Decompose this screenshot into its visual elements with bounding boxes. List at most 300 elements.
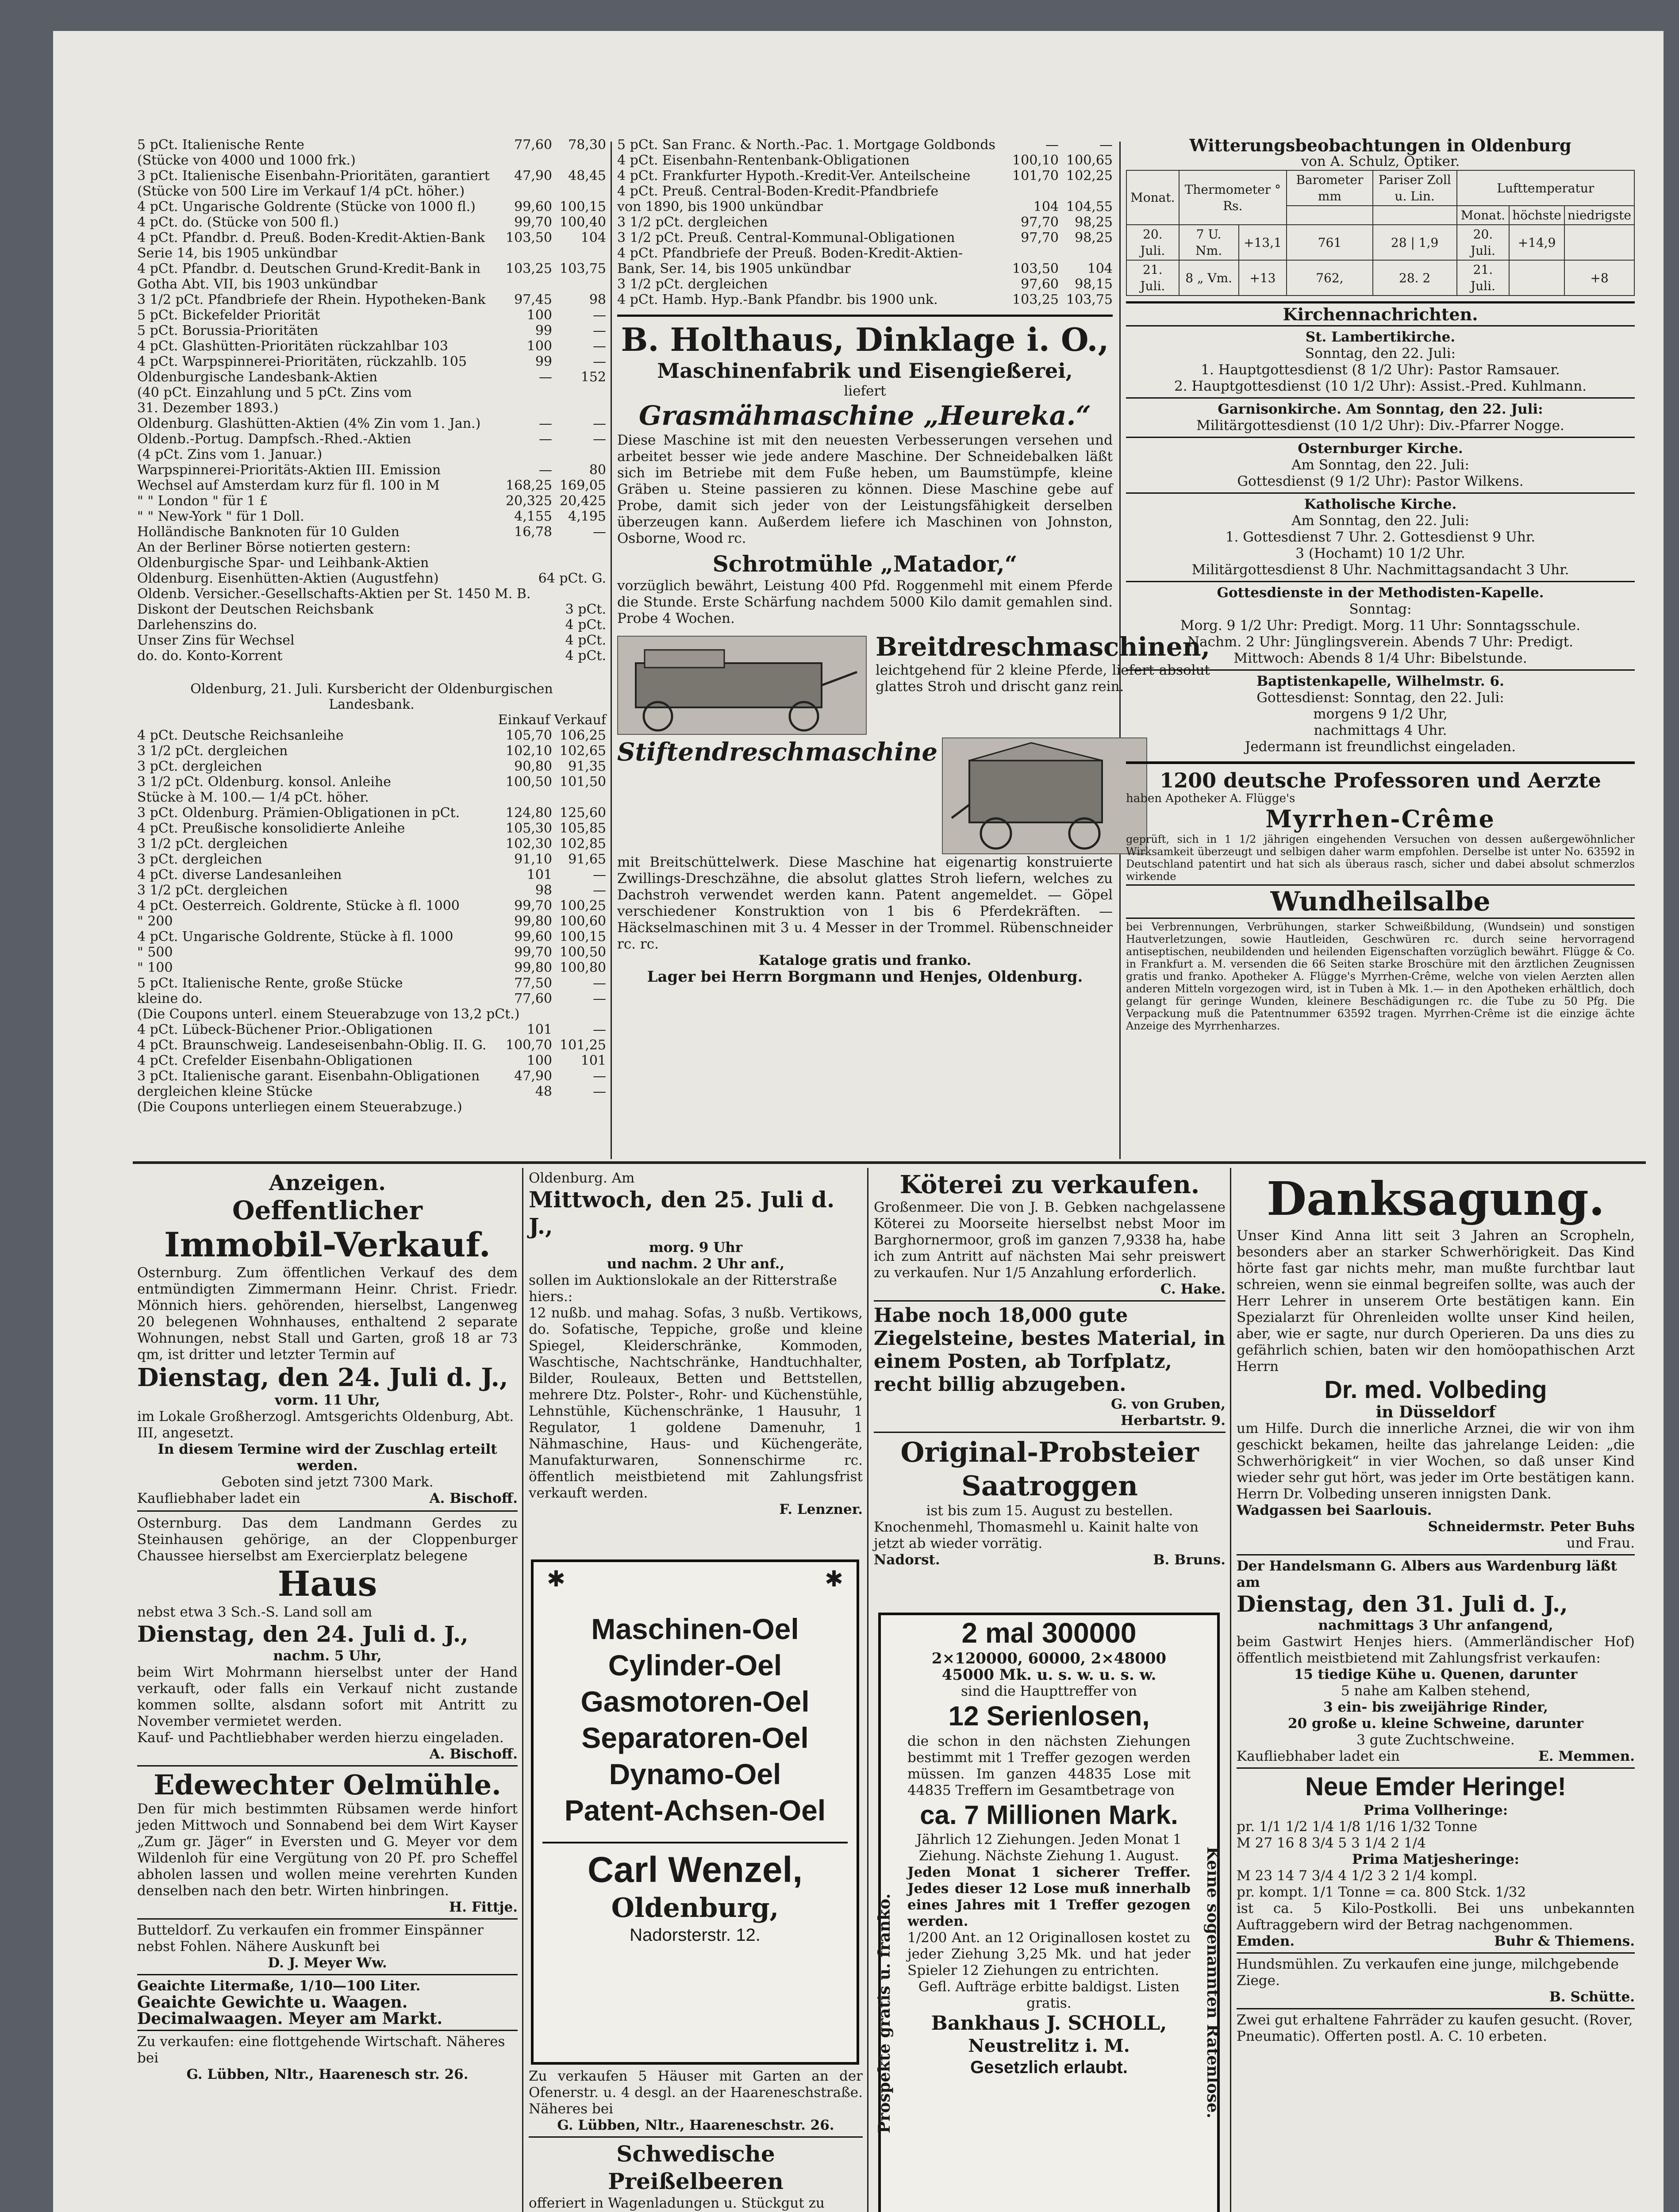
kurs-name: (Stücke von 500 Lire im Verkauf 1/4 pCt. höher.) <box>137 184 465 199</box>
kurs-value-2: 104 <box>1087 261 1113 276</box>
kurs-name: (4 pCt. Zins vom 1. Januar.) <box>137 447 323 462</box>
star-icon: ✱ <box>547 1566 565 1592</box>
haus-text: nebst etwa 3 Sch.-S. Land soll am <box>137 1604 373 1620</box>
kirche-line: Am Sonntag, den 22. Juli: <box>1291 513 1469 529</box>
ziegel-name: G. von Gruben, <box>1110 1396 1226 1412</box>
kurs-value-1: 99,60 <box>514 929 552 945</box>
kurs-value-2: 98,25 <box>1075 230 1113 246</box>
kurs-name: 5 pCt. Borussia-Prioritäten <box>137 323 319 338</box>
kurs-value-1: 103,25 <box>1012 292 1059 307</box>
lotto-text3: Jährlich 12 Ziehungen. Jeden Monat 1 Ziehung. Nächste Ziehung 1. August. <box>916 1832 1182 1864</box>
fahrrad-text: Zwei gut erhaltene Fahrräder zu kaufen gesucht. (Rover, Pneumatic). Offerten postl. A. C. 10 erbeten. <box>1237 2012 1633 2044</box>
immobil-termin2: vorm. 11 Uhr, <box>275 1392 380 1408</box>
kurs-value-2: — <box>593 1022 606 1037</box>
kirche-line: 1. Hauptgottesdienst (8 1/2 Uhr): Pastor Ramsauer. <box>1201 362 1560 378</box>
kurs-value-1: — <box>1045 137 1059 153</box>
kurs-row <box>137 774 606 790</box>
kurs-row <box>137 323 606 338</box>
kurs-name: 4 pCt. diverse Landesanleihen <box>137 867 342 883</box>
albers-2: 3 ein- bis zweijährige Rinder, <box>1323 1699 1548 1715</box>
kurs-name: 3 1/2 pCt. dergleichen <box>137 883 288 898</box>
kurs-value-1: 102,10 <box>506 743 552 759</box>
kirche-line: Militärgottesdienst (10 1/2 Uhr): Div.-Pfarrer Nogge. <box>1196 418 1564 434</box>
oil-item: Separatoren-Oel <box>581 1721 809 1754</box>
kirche-line: Am Sonntag, den 22. Juli: <box>1291 457 1469 473</box>
kurs-name: Oldenburgische Landesbank-Aktien <box>137 369 378 385</box>
kurs-name: 3 1/2 pCt. Oldenburg. konsol. Anleihe <box>137 774 392 790</box>
lotto-text6: Gefl. Aufträge erbitte baldigst. Listen gratis. <box>918 1979 1180 2011</box>
kurs-value-2: — <box>593 323 606 338</box>
immobil-geboten: Geboten sind jetzt 7300 Mark. <box>221 1474 434 1490</box>
kurs-name: 3 1/2 pCt. Preuß. Central-Kommunal-Obligationen <box>617 230 955 246</box>
kurs-row <box>137 790 606 805</box>
haus-text2: beim Wirt Mohrmann hierselbst unter der Hand verkauft, oder falls ein Verkauf nicht zustande kommen sollte, alsdann sofort mit Antritt zu November vermietet werden. <box>137 1664 518 1729</box>
kurs-value-2: 101,50 <box>560 774 606 790</box>
column-rule <box>1230 1168 1231 2212</box>
kurs-row <box>137 385 606 400</box>
divider <box>1126 397 1635 399</box>
haus-intro: Osternburg. Das dem Landmann Gerdes zu Steinhausen gehörige, an der Cloppenburger Chaussee hierselbst am Exercierplatz belegene <box>137 1515 518 1564</box>
dank-wadgassen: Wadgassen bei Saarlouis. <box>1237 1502 1432 1518</box>
immobil-zuschlag: In diesem Termine wird der Zuschlag erteilt werden. <box>158 1441 497 1474</box>
kurs-value-2: 98,25 <box>1075 215 1113 230</box>
kurs-value-1: 99,60 <box>514 199 552 215</box>
kurs-row <box>137 478 606 493</box>
kurs-value-2: — <box>593 883 606 898</box>
immobil-kauf: Kaufliebhaber ladet ein <box>137 1490 300 1506</box>
myrrhen-sub: haben Apotheker A. Flügge's <box>1126 792 1295 805</box>
haeuser-name: G. Lübben, Nltr., Haareneschstr. 26. <box>557 2117 834 2133</box>
kurs-name: " 500 <box>137 945 173 960</box>
saat-title: Original-Probsteier Saatroggen <box>900 1436 1199 1502</box>
kurs-row <box>137 261 606 276</box>
immobil-text: Osternburg. Zum öffentlichen Verkauf des dem entmündigten Zimmermann Heinr. Christ. Friedr. Mönnich hiers. gehörenden, hierselbst, Langenweg 20 belegenen Wohnhauses, enthaltend 2 separate Wohnungen, nebst Stall und Garten, groß 18 ar 73 qm, ist dritter und letzter Termin auf <box>137 1265 518 1363</box>
danksagung-title: Danksagung. <box>1266 1171 1605 1226</box>
kurs-name: von 1890, bis 1900 unkündbar <box>617 199 823 215</box>
kurs-value-1: 97,45 <box>514 292 552 307</box>
kurs-row <box>137 230 606 246</box>
kurs-name: 4 pCt. Preußische konsolidierte Anleihe <box>137 821 405 836</box>
albers-end: Kaufliebhaber ladet ein <box>1237 1748 1400 1764</box>
lotto-text: sind die Haupttreffer von <box>961 1683 1137 1699</box>
kurs-row <box>617 292 1113 307</box>
kurs-name: 5 pCt. San Franc. & North.-Pac. 1. Mortgage Goldbonds <box>617 137 995 153</box>
weather-row: 21. Juli. 8 „ Vm. +13 762, 28. 2 21. Juli. +8 <box>1126 260 1634 296</box>
kirche-line: 2. Hauptgottesdienst (10 1/2 Uhr): Assist.-Pred. Kuhlmann. <box>1174 378 1587 394</box>
haeuser-text: Zu verkaufen 5 Häuser mit Garten an der Ofenerstr. u. 4 desgl. an der Haareneschstraße. Näheres bei <box>529 2068 863 2117</box>
immobil-verkauf-title: Immobil-Verkauf. <box>164 1225 491 1264</box>
kurs-value-1: 103,50 <box>1012 261 1059 276</box>
ziegel-text: Habe noch 18,000 gute Ziegelsteine, bestes Material, in einem Posten, ab Torfplatz, recht billig abzugeben. <box>874 1304 1226 1396</box>
emder-prima2: Prima Matjesheringe: <box>1352 1851 1519 1867</box>
lotto-text5: 1/200 Ant. an 12 Originallosen kostet zu jeder Ziehung 3,25 Mk. und hat jeder Spieler 12 Ziehungen zu entrichten. <box>907 1930 1191 1978</box>
kurs-value-2: 104,55 <box>1066 199 1113 215</box>
kurs-row <box>137 805 606 821</box>
emder-city: Emden. <box>1237 1933 1295 1949</box>
thresher-icon <box>618 637 866 734</box>
kurs-value-1: 100 <box>526 307 552 323</box>
column-rule <box>611 142 612 1159</box>
kurs-name: 4 pCt. Oesterreich. Goldrente, Stücke à fl. 1000 <box>137 898 460 914</box>
weather-head: Pariser Zoll u. Lin. <box>1373 170 1457 206</box>
saat-name: B. Bruns. <box>1153 1552 1226 1568</box>
kurs-name: 3 1/2 pCt. dergleichen <box>617 276 768 292</box>
kurs-name: 4 pCt. Ungarische Goldrente, Stücke à fl. 1000 <box>137 929 453 945</box>
kurs-value-2: 101 <box>580 1053 606 1068</box>
divider <box>1126 492 1635 494</box>
holthaus-product: Grasmähmaschine „Heureka.“ <box>639 400 1091 431</box>
kirche-heading: Osternburger Kirche. <box>1298 441 1463 457</box>
kurs-row <box>137 1068 606 1084</box>
oil-item: Maschinen-Oel <box>591 1613 799 1645</box>
kurs-row <box>137 276 606 292</box>
kurs-name: kleine do. <box>137 991 203 1006</box>
kurs-value-2: 91,35 <box>568 759 606 774</box>
kurs-name: 4 pCt. Frankfurter Hypoth.-Kredit-Ver. Anteilscheine <box>617 168 971 184</box>
albers-3b: 3 gute Zuchtschweine. <box>1356 1732 1515 1748</box>
kurs-value-1: — <box>539 416 552 431</box>
kurs-value-1: 97,70 <box>1021 215 1059 230</box>
kurs-row <box>137 1006 606 1022</box>
kirche-line: Jedermann ist freundlichst eingeladen. <box>1245 739 1516 755</box>
holthaus-breit: Breitdreschmaschinen, <box>876 632 1210 662</box>
oil-item: Gasmotoren-Oel <box>580 1685 810 1718</box>
kurs-name: (Die Coupons unterliegen einem Steuerabzuge.) <box>137 1099 462 1115</box>
kurs-row <box>137 199 606 215</box>
kurs-name: 3 pCt. Italienische garant. Eisenbahn-Obligationen <box>137 1068 480 1084</box>
kirche-line: Militärgottesdienst 8 Uhr. Nachmittagsandacht 3 Uhr. <box>1191 562 1569 578</box>
kurs-value-2: — <box>593 354 606 369</box>
kurs-name: (40 pCt. Einzahlung und 5 pCt. Zins vom <box>137 385 412 400</box>
immobil-termin-text: im Lokale Großherzogl. Amtsgerichts Oldenburg, Abt. III, angesetzt. <box>137 1409 514 1441</box>
column-rule <box>867 1168 868 2212</box>
oil-item: Cylinder-Oel <box>608 1649 782 1682</box>
holthaus-kataloge: Kataloge gratis und franko. <box>758 952 972 968</box>
lotto-bank: Bankhaus J. SCHOLL, <box>931 2012 1167 2035</box>
kurs-value-2: 20,425 <box>560 493 606 509</box>
kurs-name: Holländische Banknoten für 10 Gulden <box>137 524 400 540</box>
kurs-name: An der Berliner Börse notierten gestern: <box>137 540 411 555</box>
auktion-oldb: Oldenburg. Am <box>529 1170 635 1186</box>
kirche-line: Gottesdienst (9 1/2 Uhr): Pastor Wilkens. <box>1237 473 1524 489</box>
albers-1: 15 tiedige Kühe u. Quenen, darunter <box>1294 1667 1578 1682</box>
kurs-row <box>617 199 1113 215</box>
kurs-name: 3 1/2 pCt. Pfandbriefe der Rhein. Hypotheken-Bank <box>137 292 486 307</box>
dank-text: Unser Kind Anna litt seit 3 Jahren an Scropheln, besonders aber an starker Schwerhörigkeit. Das Kind hörte fast gar nichts mehr, man mußte furchtbar laut schreien, wenn sie einmal begreifen sollte, was auch der Herr Lehrer in unserem Orte bestätigen kann. Ein Spezialarzt für Ohrenleiden wollte unser Kind heilen, aber, wie er sagte, nur durch Operieren. Da uns dies zu gefährlich schien, baten wir den homöopathischen Arzt Herrn <box>1237 1228 1635 1375</box>
kurs-row <box>137 400 606 416</box>
kurs-value-1: 99,80 <box>514 914 552 929</box>
emder-matjes-row: M 23 14 7 3/4 4 1/2 3 2 1/4 kompl. <box>1237 1868 1478 1884</box>
kurs-name: " " New-York " für 1 Doll. <box>137 509 304 524</box>
kurs-name: dergleichen kleine Stücke <box>137 1084 313 1099</box>
kurs-value-2: 103,75 <box>560 261 606 276</box>
kurs-name: " " London " für 1 £ <box>137 493 268 509</box>
kurs-value-2: 100,25 <box>560 898 606 914</box>
edewechter-name: H. Fittje. <box>449 1899 518 1915</box>
kurs-row <box>137 836 606 852</box>
kurs-name: 4 pCt. Preuß. Central-Boden-Kredit-Pfandbriefe <box>617 184 939 199</box>
kurs-row <box>137 602 606 617</box>
kurs-row <box>137 509 606 524</box>
kurs-name: Bank, Ser. 14, bis 1905 unkündbar <box>617 261 851 276</box>
kurs-name: (Die Coupons unterl. einem Steuerabzuge von 13,2 pCt.) <box>137 1006 520 1022</box>
kirche-line: 1. Gottesdienst 7 Uhr. 2. Gottesdienst 9 Uhr. <box>1225 529 1536 545</box>
auktion-zeit: morg. 9 Uhr <box>649 1240 743 1256</box>
kurs-list <box>137 137 606 664</box>
kurs-name: 4 pCt. Braunschweig. Landeseisenbahn-Oblig. II. G. <box>137 1037 487 1053</box>
kurs-name: 4 pCt. Eisenbahn-Rentenbank-Obligationen <box>617 153 910 168</box>
kurs-value-1: 168,25 <box>506 478 552 493</box>
kurs-name: Oldenb. Versicher.-Gesellschafts-Aktien per St. 1450 M. B. <box>137 586 531 602</box>
kurs-name: 4 pCt. Lübeck-Büchener Prior.-Obligationen <box>137 1022 433 1037</box>
kurs-row <box>137 292 606 307</box>
saat-text2: Knochenmehl, Thomasmehl u. Kainit halte von jetzt ab wieder vorrätig. <box>874 1519 1199 1551</box>
kurs-row <box>137 215 606 230</box>
myrrhen-head: 1200 deutsche Professoren und Aerzte <box>1160 768 1601 792</box>
kurs-row <box>137 633 606 648</box>
kurs-value-2: 78,30 <box>568 137 606 153</box>
kurs-value-1: 16,78 <box>514 524 552 540</box>
divider <box>1126 325 1635 326</box>
kirche-line: Sonntag, den 22. Juli: <box>1305 346 1456 361</box>
kurs-name: Darlehenszins do. <box>137 617 257 633</box>
immobil-name: A. Bischoff. <box>429 1490 518 1506</box>
kurs-row <box>617 168 1113 184</box>
kurs-value-1: 124,80 <box>506 805 552 821</box>
kirche-line: Gottesdienst: Sonntag, den 22. Juli: <box>1256 690 1504 706</box>
immobil-termin: Dienstag, den 24. Juli d. J., <box>137 1363 508 1392</box>
kurs-value-2: 80 <box>589 462 606 478</box>
kurs-value-1: 99 <box>535 323 552 338</box>
lotto-text2: die schon in den nächsten Ziehungen bestimmt mit 1 Treffer gezogen werden müssen. Im ganzen 44835 Lose mit 44835 Treffern im Gesamtbetrage von <box>907 1733 1191 1798</box>
kurs-value-2: — <box>593 416 606 431</box>
lotto-side-right: Keine sogenannten Ratenlose. <box>1203 1846 1222 2119</box>
divider <box>1126 437 1635 438</box>
holthaus-ad <box>617 321 1210 986</box>
kurs-value-1: 64 pCt. G. <box>538 571 606 586</box>
kurs-name: Oldenburg. Eisenhütten-Aktien (Augustfehn) <box>137 571 439 586</box>
kurs-value-2: 100,15 <box>560 199 606 215</box>
weather-head-group: Lufttemperatur <box>1457 170 1634 206</box>
kurs-row <box>137 743 606 759</box>
kurs-row <box>137 338 606 354</box>
holthaus-schrot: Schrotmühle „Matador,“ <box>712 551 1018 577</box>
column-rule <box>522 1168 523 2212</box>
anzeigen-column-3 <box>874 1170 1226 2212</box>
myrrhen-product2: Wundheilsalbe <box>1126 884 1635 919</box>
holthaus-breit-body: leichtgehend für 2 kleine Pferde, liefert absolut glattes Stroh und drischt ganz rein. <box>876 662 1210 695</box>
holthaus-sub: Maschinenfabrik und Eisengießerei, <box>657 359 1073 383</box>
kurs-name: Diskont der Deutschen Reichsbank <box>137 602 374 617</box>
kurs-value-1: 101 <box>526 1022 552 1037</box>
stiftendresch-illustration <box>942 737 1147 854</box>
kurs-row <box>617 137 1113 153</box>
kurs-value-2: 100,80 <box>560 960 606 975</box>
kurs-name: 3 1/2 pCt. dergleichen <box>137 836 288 852</box>
kurs-value-1: 105,70 <box>506 728 552 743</box>
kurs-row <box>137 1037 606 1053</box>
kurs-name: Oldenb.-Portug. Dampfsch.-Rhed.-Aktien <box>137 431 411 447</box>
kurs-name: 4 pCt. Warpspinnerei-Prioritäten, rückzahlb. 105 <box>137 354 467 369</box>
kurs-name: 31. Dezember 1893.) <box>137 400 279 416</box>
lotto-mio: ca. 7 Millionen Mark. <box>920 1800 1178 1830</box>
kurs-value-1: 47,90 <box>514 168 552 184</box>
kurs-row <box>137 821 606 836</box>
kurs-value-1: 103,50 <box>506 230 552 246</box>
auktion-zeit2: und nachm. 2 Uhr anf., <box>607 1256 785 1272</box>
weather-row: 20. Juli. 7 U. Nm. +13,1 761 28 | 1,9 20. Juli. +14,9 <box>1126 225 1634 260</box>
buttel-text: Butteldorf. Zu verkaufen ein frommer Einspänner nebst Fohlen. Nähere Auskunft bei <box>137 1922 484 1955</box>
kurs-name: 3 pCt. Italienische Eisenbahn-Prioritäten, garantiert <box>137 168 490 184</box>
emder-prima: Prima Vollheringe: <box>1363 1802 1508 1818</box>
kurs-value-2: 102,85 <box>560 836 606 852</box>
auktion-intro: sollen im Auktionslokale an der Ritterstraße hiers.: <box>529 1272 837 1305</box>
albers-1b: 5 nahe am Kalben stehend, <box>1341 1683 1531 1699</box>
kurs-name: do. do. Konto-Korrent <box>137 648 283 664</box>
kurs-row <box>137 1099 606 1115</box>
geaicht: Geaichte Litermaße, 1/10—100 Liter. <box>137 1978 421 1994</box>
kirche-line: morgens 9 1/2 Uhr, <box>1313 706 1448 722</box>
kurs-value-1: 4,155 <box>514 509 552 524</box>
oil-item: Patent-Achsen-Oel <box>564 1794 826 1827</box>
kurs-row <box>137 867 606 883</box>
anzeigen-column-4 <box>1237 1170 1635 2212</box>
kurs-value-1: 100 <box>526 338 552 354</box>
kurs-row <box>617 215 1113 230</box>
kurs-value-1: 3 pCt. <box>565 602 606 617</box>
kurs-name: 4 pCt. Deutsche Reichsanleihe <box>137 728 344 743</box>
albers-name: E. Memmen. <box>1538 1748 1635 1764</box>
kurs-row <box>137 524 606 540</box>
albers-termin: Dienstag, den 31. Juli d. J., <box>1237 1591 1568 1617</box>
kirche-line: nachmittags 4 Uhr. <box>1314 722 1447 738</box>
wenzel-oil-ad <box>531 1559 859 2065</box>
anzeigen-column-2 <box>529 1170 863 2212</box>
kurs-name: 4 pCt. Glashütten-Prioritäten rückzahlbar 103 <box>137 338 448 354</box>
kurs-value-1: 99,70 <box>514 898 552 914</box>
haus-text3: Kauf- und Pachtliebhaber werden hierzu eingeladen. <box>137 1730 504 1746</box>
kurs-row <box>137 617 606 633</box>
kurs-name: Warpspinnerei-Prioritäts-Aktien III. Emission <box>137 462 441 478</box>
kurs-value-2: — <box>593 1084 606 1099</box>
kurs-value-2: 106,25 <box>560 728 606 743</box>
albers-3: 20 große u. kleine Schweine, darunter <box>1288 1716 1583 1732</box>
kurs-value-1: 47,90 <box>514 1068 552 1084</box>
lotto-text4: Jeden Monat 1 sicherer Treffer. Jedes dieser 12 Lose muß innerhalb eines Jahres mit 1 Treffer gezogen werden. <box>907 1864 1191 1929</box>
kurs-name: Wechsel auf Amsterdam kurz für fl. 100 in M <box>137 478 440 493</box>
kurs-value-2: 103,75 <box>1066 292 1113 307</box>
kurs-name: 4 pCt. Hamb. Hyp.-Bank Pfandbr. bis 1900 unk. <box>617 292 938 307</box>
emder-matjes-text2: ist ca. 5 Kilo-Postkolli. Bei uns unbekannten Auftraggebern wird der Betrag nachgenommen. <box>1237 1901 1635 1933</box>
ziegel-addr: Herbartstr. 9. <box>1121 1413 1226 1429</box>
kurs-value-2: 101,25 <box>560 1037 606 1053</box>
saat-text: ist bis zum 15. August zu bestellen. <box>926 1503 1173 1519</box>
kurs-name: 4 pCt. Pfandbr. d. Deutschen Grund-Kredit-Bank in <box>137 261 481 276</box>
kirche-heading: Baptistenkapelle, Wilhelmstr. 6. <box>1256 673 1504 689</box>
kurs-row <box>137 883 606 898</box>
kurs-value-1: 98 <box>535 883 552 898</box>
kurs-name: 5 pCt. Bickefelder Priorität <box>137 307 320 323</box>
kurs-name: Serie 14, bis 1905 unkündbar <box>137 246 338 261</box>
weather-table <box>1126 170 1635 296</box>
kurs-name: Oldenburgische Spar- und Leihbank-Aktien <box>137 555 429 571</box>
kurs-row <box>137 852 606 867</box>
myrrhen-ad <box>1126 768 1635 1032</box>
kurs-value-2: 152 <box>580 369 606 385</box>
breitdresch-illustration <box>617 636 867 735</box>
kurs-name: Unser Zins für Wechsel <box>137 633 295 648</box>
holthaus-liefert: liefert <box>844 383 886 399</box>
kurs-value-2: — <box>593 1068 606 1084</box>
kurs-value-1: 90,80 <box>514 759 552 774</box>
kurs-row <box>617 246 1113 261</box>
hund-name: B. Schütte. <box>1549 1989 1635 2005</box>
kurs-value-1: 102,30 <box>506 836 552 852</box>
kursbericht-rows <box>137 728 606 1115</box>
kirche-line: Nachm. 2 Uhr: Jünglingsverein. Abends 7 Uhr: Predigt. <box>1187 634 1574 650</box>
holthaus-schrot-body: vorzüglich bewährt, Leistung 400 Pfd. Roggenmehl mit einem Pferde die Stunde. Erste Schärfung nachdem 5000 Kilo damit gemahlen sind. Probe 4 Wochen. <box>617 578 1113 626</box>
flott-name: G. Lübben, Nltr., Haarenesch str. 26. <box>186 2066 469 2082</box>
koeterei-name: C. Hake. <box>1160 1281 1226 1297</box>
kurs-name: 3 1/2 pCt. dergleichen <box>137 743 288 759</box>
kurs-value-1: 103,25 <box>506 261 552 276</box>
kirche-heading: Garnisonkirche. Am Sonntag, den 22. Juli: <box>1218 401 1543 417</box>
kurs-value-1: 100,10 <box>1012 153 1059 168</box>
kurs-name: 3 pCt. dergleichen <box>137 852 262 867</box>
dank-text2: um Hilfe. Durch die innerliche Arznei, die wir von ihm geschickt bekamen, heilte das jahrelange Leiden: „die Schwerhörigkeit“ in vier Wochen, so daß unser Kind wieder sehr gut hört, was jeder im Orte bestätigen kann. Herrn Dr. Volbeding unseren innigsten Dank. <box>1237 1421 1635 1502</box>
kurs-value-2: 100,15 <box>560 929 606 945</box>
oil-list <box>542 1611 848 1828</box>
kurs-value-1: 4 pCt. <box>565 633 606 648</box>
weather-church-column <box>1126 137 1635 1155</box>
dank-frau: und Frau. <box>1566 1535 1635 1551</box>
buttel-name: D. J. Meyer Ww. <box>268 1955 387 1971</box>
kurs-name: 3 1/2 pCt. dergleichen <box>617 215 768 230</box>
kurs-name: 4 pCt. do. (Stücke von 500 fl.) <box>137 215 339 230</box>
kurs-row <box>137 493 606 509</box>
kurs-name: " 200 <box>137 914 173 929</box>
kurs-name: (Stücke von 4000 und 1000 frk.) <box>137 153 356 168</box>
kursbericht-col-heads: Einkauf Verkauf <box>498 712 606 728</box>
kurs-name: 4 pCt. Ungarische Goldrente (Stücke von 1000 fl.) <box>137 199 476 215</box>
kurs-row <box>137 945 606 960</box>
kurs-row <box>137 991 606 1006</box>
kurs-value-2: 100,65 <box>1066 153 1113 168</box>
kurs-value-2: 125,60 <box>560 805 606 821</box>
kurs-name: 3 pCt. dergleichen <box>137 759 262 774</box>
kurs-name: " 100 <box>137 960 173 975</box>
emder-title: Neue Emder Heringe! <box>1305 1772 1566 1801</box>
lotto-erl: Gesetzlich erlaubt. <box>970 2058 1128 2077</box>
lotto-sub: 2×120000, 60000, 2×48000 <box>931 1650 1167 1667</box>
section-rule <box>133 1161 1646 1164</box>
kurs-value-1: 97,70 <box>1021 230 1059 246</box>
wenzel-name: Carl Wenzel, <box>587 1850 803 1890</box>
weather-head: höchste <box>1509 206 1564 225</box>
lotto-serien: 12 Serienlosen, <box>948 1701 1150 1732</box>
dank-dr: Dr. med. Volbeding <box>1324 1375 1547 1403</box>
kurs-row <box>137 571 606 586</box>
kurs-value-1: 77,60 <box>514 137 552 153</box>
emder-prices-row: M 27 16 8 3/4 5 3 1/4 2 1/4 <box>1237 1835 1426 1851</box>
anzeigen-column-1 <box>137 1170 518 2212</box>
kurs-value-2: 4,195 <box>568 509 606 524</box>
koeterei-text: Großenmeer. Die von J. B. Gebken nachgelassene Köterei zu Moorseite hierselbst nebst Moor im Barghornermoor, groß im ganzen 7,9338 ha, habe ich zum Antritt auf nächsten Mai sehr preiswert zu verkaufen. Nur 1/5 Anzahlung erforderlich. <box>874 1199 1226 1281</box>
kurs-value-2: — <box>593 524 606 540</box>
haus-title: Haus <box>277 1564 377 1604</box>
auktion-name: F. Lenzner. <box>779 1502 863 1517</box>
schwed-text: offeriert in Wagenladungen u. Stückgut zu <box>529 2195 825 2211</box>
